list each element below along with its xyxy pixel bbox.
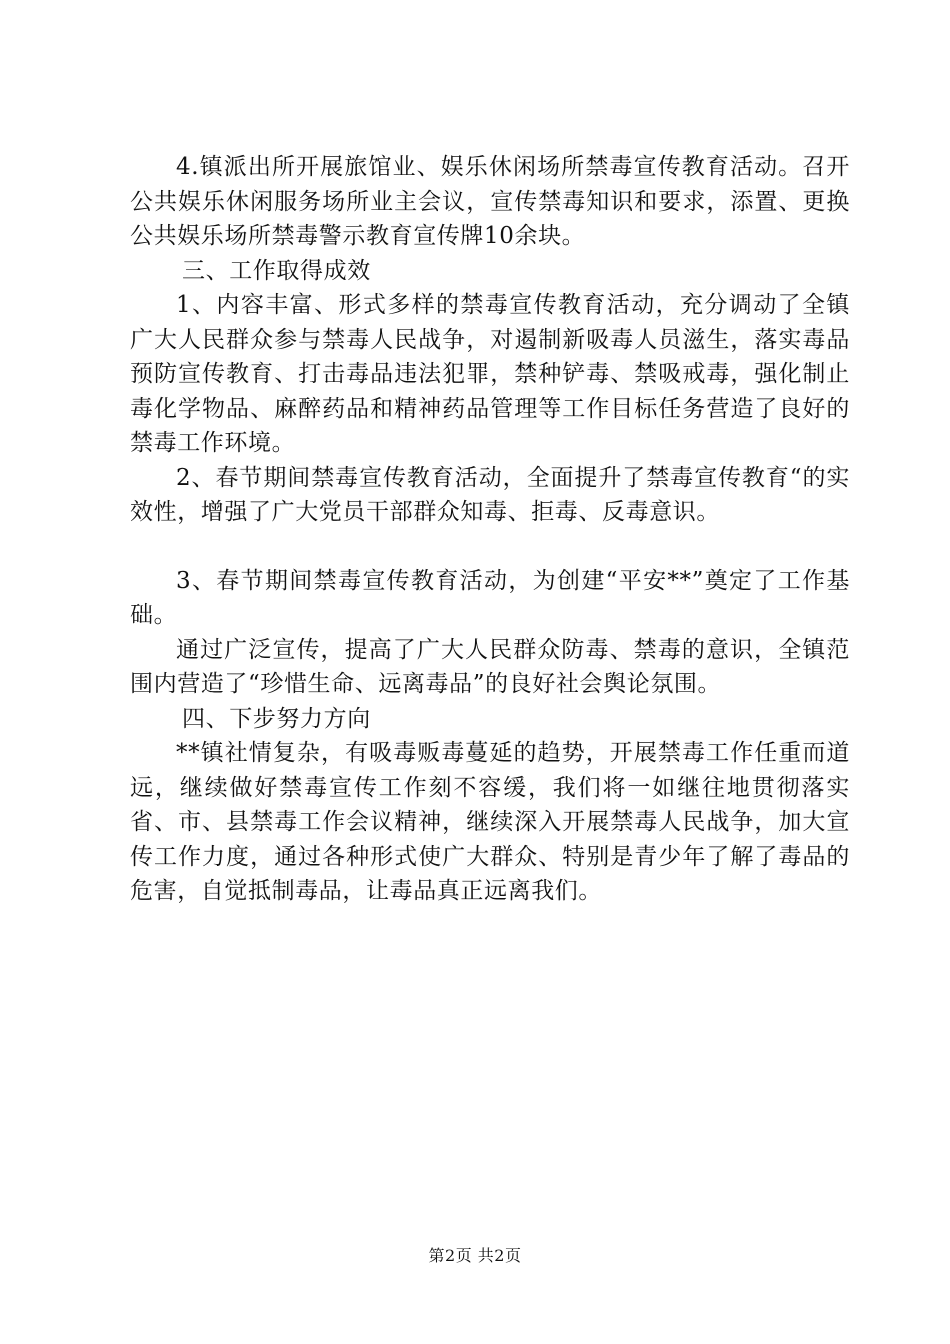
paragraph-result-2: 2、春节期间禁毒宣传教育活动，全面提升了禁毒宣传教育“的实效性，增强了广大党员干部群众知毒、拒毒、反毒意识。 — [130, 464, 850, 525]
paragraph-spacer — [130, 530, 850, 564]
paragraph-result-3: 3、春节期间禁毒宣传教育活动，为创建“平安**”奠定了工作基础。 — [130, 567, 850, 628]
paragraph-publicity: 通过广泛宣传，提高了广大人民群众防毒、禁毒的意识，全镇范围内营造了“珍惜生命、远离毒品”的良好社会舆论氛围。 — [130, 636, 850, 697]
section-heading-results: 三、工作取得成效 — [182, 257, 371, 284]
section-heading-next-steps: 四、下步努力方向 — [182, 705, 371, 732]
document-body — [130, 150, 850, 909]
paragraph-next-steps: **镇社情复杂，有吸毒贩毒蔓延的趋势，开展禁毒工作任重而道远，继续做好禁毒宣传工作刻不容缓，我们将一如继往地贯彻落实省、市、县禁毒工作会议精神，继续深入开展禁毒人民战争，加大宣传工作力度，通过各种形式使广大群众、特别是青少年了解了毒品的危害，自觉抵制毒品，让毒品真正远离我们。 — [130, 740, 850, 904]
paragraph-item-4: 4.镇派出所开展旅馆业、娱乐休闲场所禁毒宣传教育活动。召开公共娱乐休闲服务场所业主会议，宣传禁毒知识和要求，添置、更换公共娱乐场所禁毒警示教育宣传牌10余块。 — [130, 154, 850, 249]
paragraph-result-1: 1、内容丰富、形式多样的禁毒宣传教育活动，充分调动了全镇广大人民群众参与禁毒人民战争，对遏制新吸毒人员滋生，落实毒品预防宣传教育、打击毒品违法犯罪，禁种铲毒、禁吸戒毒，强化制止毒化学物品、麻醉药品和精神药品管理等工作目标任务营造了良好的禁毒工作环境。 — [130, 292, 850, 456]
page-number-footer: 第2页 共2页 — [428, 1246, 522, 1265]
